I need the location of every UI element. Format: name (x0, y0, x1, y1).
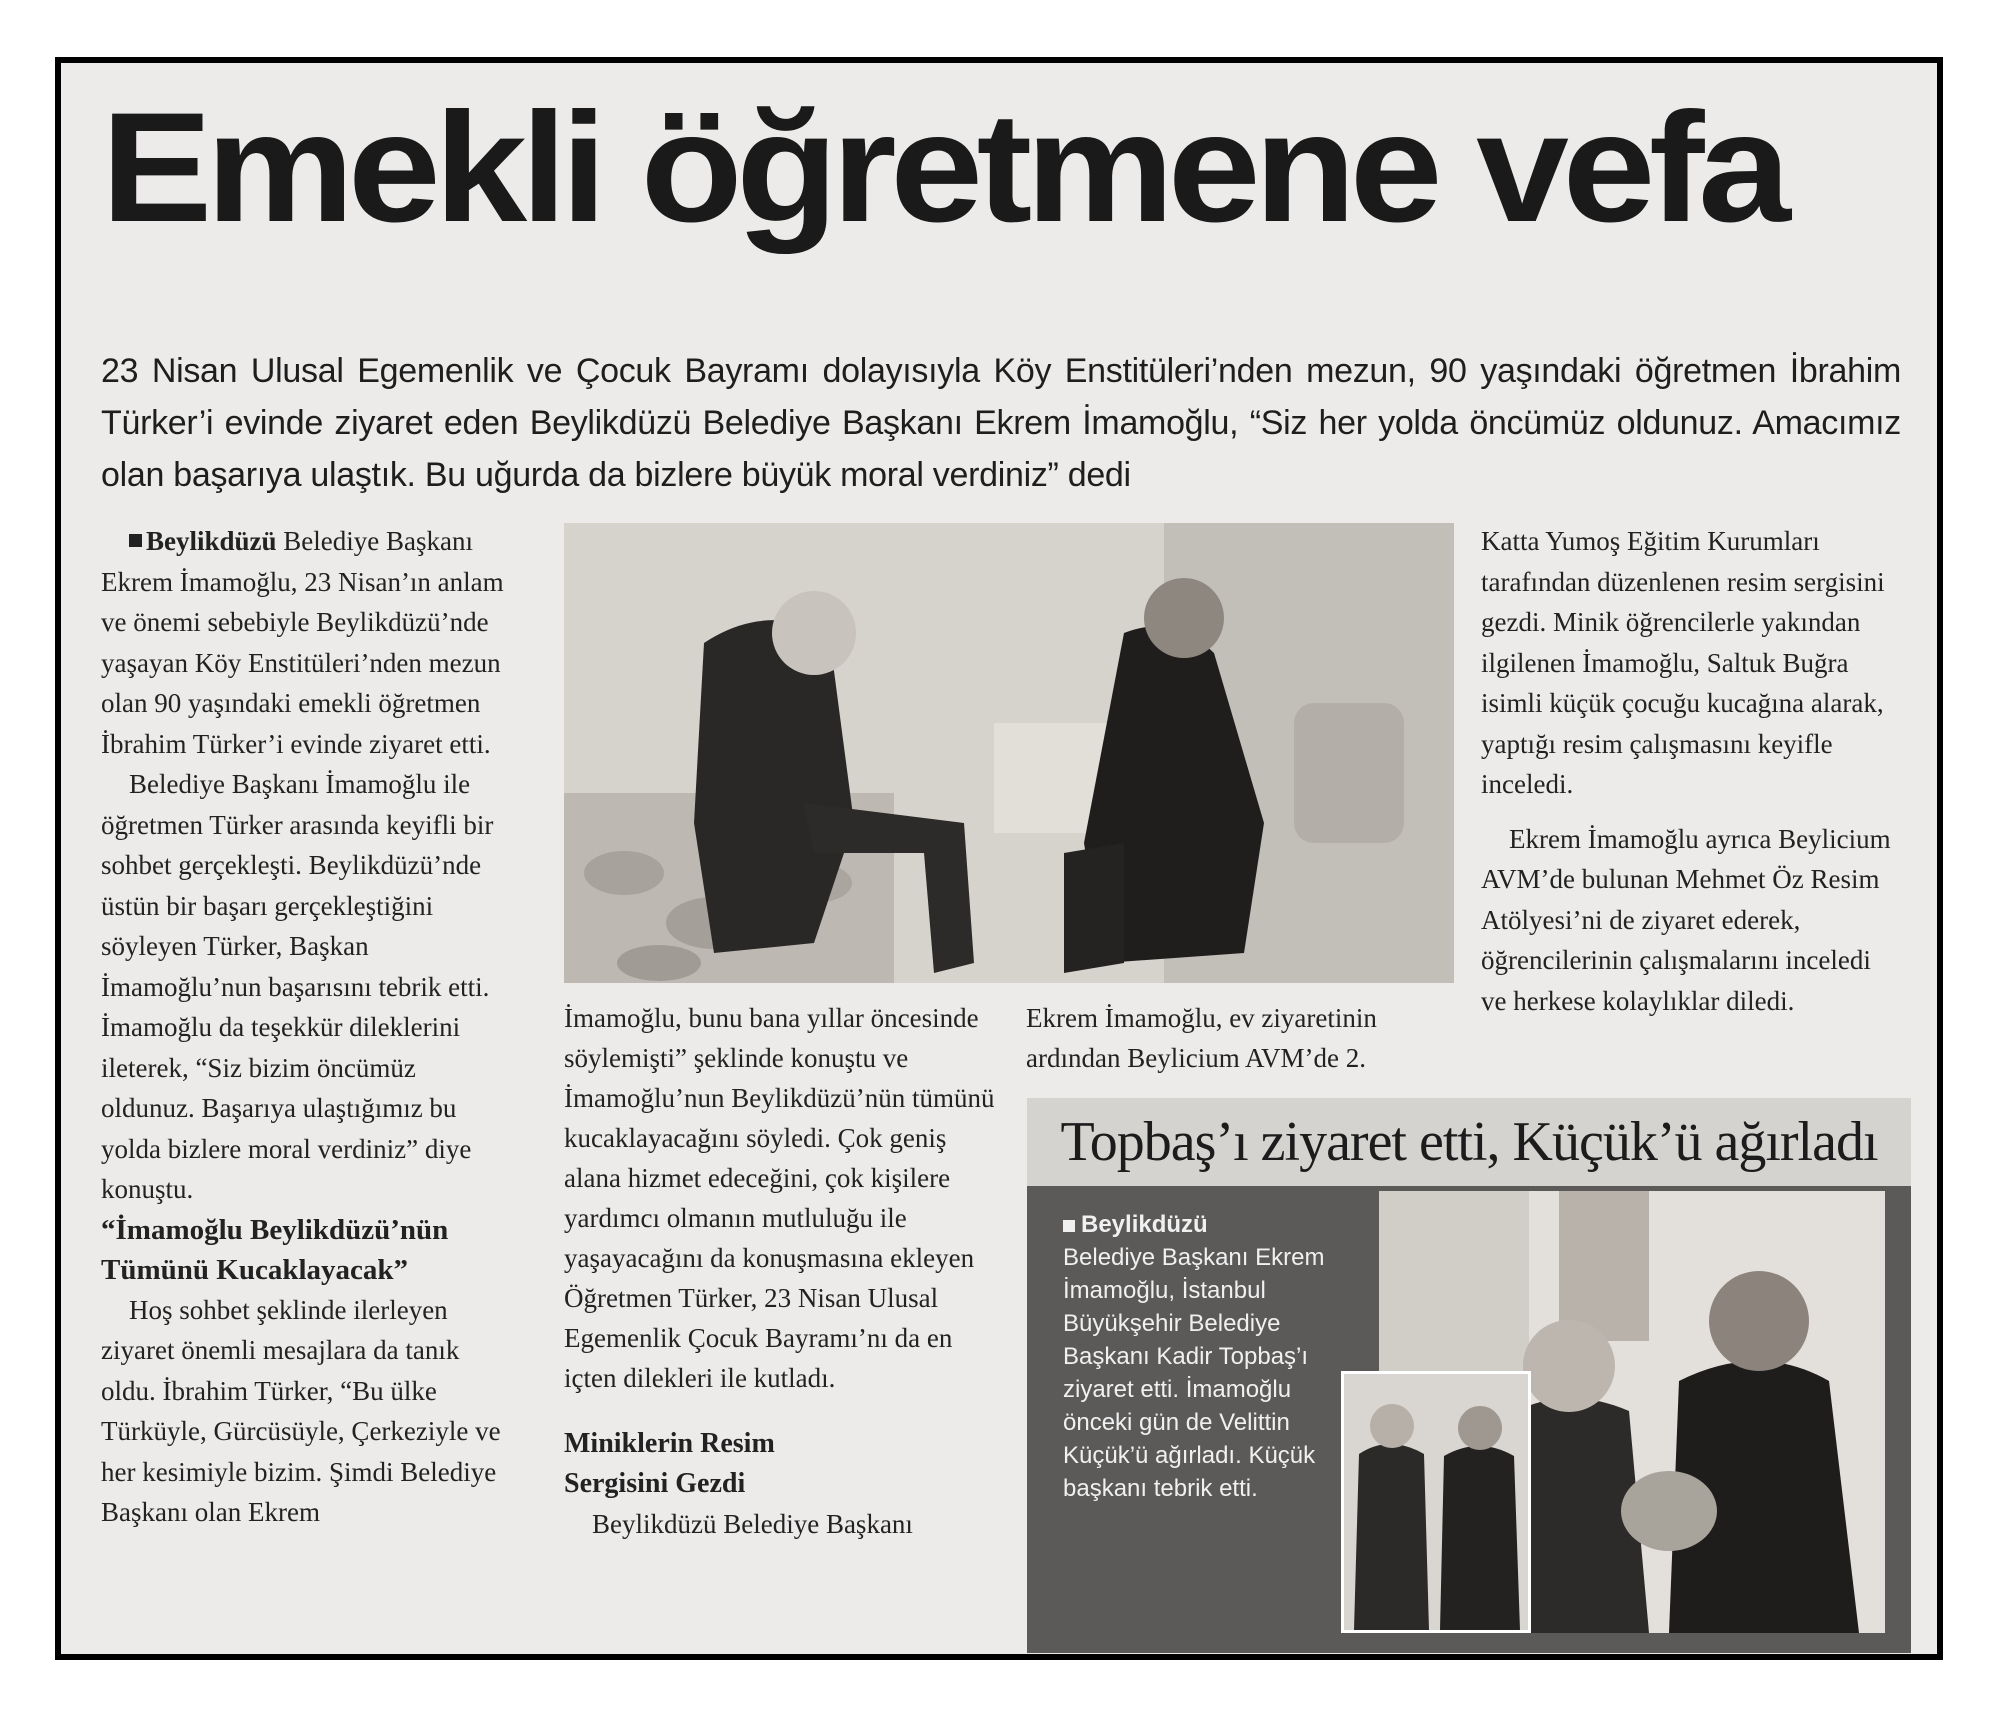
col2-subhead: Miniklerin Resim Sergisini Gezdi (564, 1428, 775, 1499)
headline: Emekli öğretmene vefa (101, 81, 1785, 255)
sidebar-box-location-tag: Beylikdüzü (1081, 1211, 1208, 1238)
column-3 (1026, 998, 1416, 1078)
newspaper-clipping (55, 57, 1943, 1660)
photo-two-men-scene (1344, 1374, 1528, 1630)
col1-subhead: “İmamoğlu Beylikdüzü’nün Tümünü Kucaklayacak” (101, 1213, 449, 1286)
col4-paragraph-1: Katta Yumoş Eğitim Kurumları tarafından düzenlenen resim sergisini gezdi. Minik öğrencilerle yakından ilgilenen İmamoğlu, Saltuk Buğra isimli küçük çocuğu kucağına alarak, yaptığı resim çalışmasını keyifle inceledi. (1481, 526, 1885, 799)
photo-visit-scene (564, 523, 1454, 983)
deck-summary: 23 Nisan Ulusal Egemenlik ve Çocuk Bayramı dolayısıyla Köy Enstitüleri’nden mezun, 90 yaşındaki öğretmen İbrahim Türker’i evinde ziyaret eden Beylikdüzü Belediye Başkanı Ekrem İmamoğlu, “Siz her yolda öncümüz oldunuz. Amacımız olan başarıya ulaştık. Bu uğurda da bizlere büyük moral verdiniz” dedi (101, 352, 1901, 494)
col1-paragraph-3: Hoş sohbet şeklinde ilerleyen ziyaret önemli mesajlara da tanık oldu. İbrahim Türker, “Bu ülke Türküyle, Gürcüsüyle, Çerkeziyle ve her kesimiyle bizim. Şimdi Belediye Başkanı olan Ekrem (101, 1294, 501, 1527)
sidebar-box-paragraph: Belediye Başkanı Ekrem İmamoğlu, İstanbul Büyükşehir Belediye Başkanı Kadir Topbaş’ı ziyaret etti. İmamoğlu önceki gün de Velittin Küçük’ü ağırladı. Küçük başkanı tebrik etti. (1063, 1244, 1325, 1502)
col1-paragraph-2: Belediye Başkanı İmamoğlu ile öğretmen Türker arasında keyifli bir sohbet gerçekleşti. Beylikdüzü’nde üstün bir başarı gerçekleştiğini söyleyen Türker, Başkan İmamoğlu’nun başarısını tebrik etti. İmamoğlu da teşekkür dileklerini ileterek, “Siz bizim öncümüz oldunuz. Başarıya ulaştığımız bu yolda bizlere moral verdiniz” diye konuştu. (101, 769, 494, 1204)
col2-paragraph-2: Beylikdüzü Belediye Başkanı (592, 1509, 913, 1539)
col2-paragraph-1: İmamoğlu, bunu bana yıllar öncesinde söylemişti” şeklinde konuştu ve İmamoğlu’nun Beylikdüzü’nün tümünü kucaklayacağını söyledi. Çok geniş alana hizmet edeceğini, çok kişilere yardımcı olmanın mutluluğu ile yaşayacağını da konuşmasına ekleyen Öğretmen Türker, 23 Nisan Ulusal Egemenlik Çocuk Bayramı’nı da en içten dilekleri ile kutladı. (564, 1003, 995, 1393)
location-tag: Beylikdüzü (146, 526, 277, 556)
sidebar-box-text (1063, 1208, 1363, 1505)
bullet-square-icon (129, 534, 142, 547)
column-1 (101, 521, 511, 1533)
sidebar-box-location (1063, 1208, 1363, 1241)
col1-paragraph-1 (101, 521, 511, 764)
col1-paragraph-1-text: Belediye Başkanı Ekrem İmamoğlu, 23 Nisan’ın anlam ve önemi sebebiyle Beylikdüzü’nde yaşayan Köy Enstitüleri’nden mezun olan 90 yaşındaki emekli öğretmen İbrahim Türker’i evinde ziyaret etti. (101, 526, 504, 759)
sidebar-box-title: Topbaş’ı ziyaret etti, Küçük’ü ağırladı (1027, 1098, 1911, 1186)
column-4 (1481, 521, 1901, 1021)
col4-paragraph-2: Ekrem İmamoğlu ayrıca Beylicium AVM’de bulunan Mehmet Öz Resim Atölyesi’ni de ziyaret ederek, öğrencilerinin çalışmalarını inceledi ve herkese kolaylıklar diledi. (1481, 823, 1891, 1016)
bullet-square-icon (1063, 1220, 1075, 1232)
kucuk-photo-inset (1341, 1371, 1531, 1633)
col3-paragraph-1: Ekrem İmamoğlu, ev ziyaretinin ardından Beylicium AVM’de 2. (1026, 1003, 1377, 1073)
main-photo (564, 523, 1454, 983)
column-2 (564, 998, 1004, 1544)
